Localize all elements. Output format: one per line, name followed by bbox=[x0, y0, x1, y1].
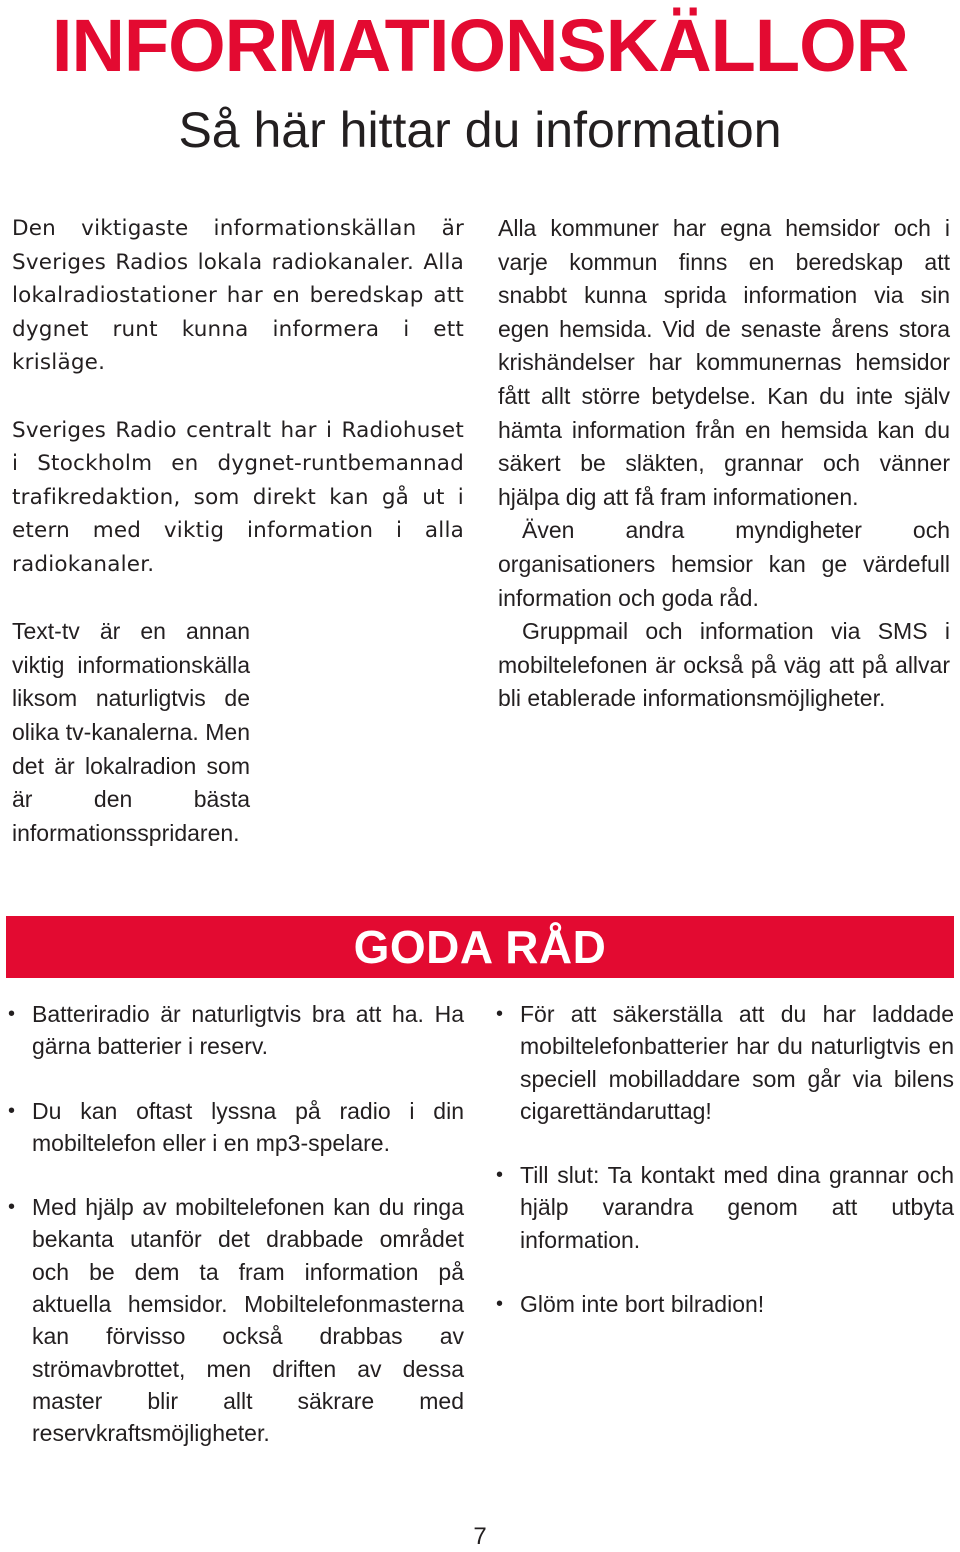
page-title: INFORMATIONSKÄLLOR bbox=[51, 4, 909, 87]
bullet-icon: • bbox=[8, 1196, 16, 1219]
tip-text: Du kan oftast lyssna på radio i din mobiltelefon eller i en mp3-spelare. bbox=[32, 1097, 464, 1156]
left-paragraph-text-tv: Text-tv är en annan viktig informationskälla liksom naturligtvis de olika tv-kanalerna. Men det är lokalradion som är den bästa informationsspridaren. bbox=[12, 618, 250, 846]
tip-text: Med hjälp av mobiltelefonen kan du ringa bekanta utanför det drabbade området och be dem ta fram information på aktuella hemsidor. Mobiltelefonmasterna kan förvisso också drabbas av strömavbrottet, men driften av dessa master blir allt säkrare med reservkraftsmöjligheter. bbox=[32, 1194, 464, 1447]
page-subtitle: Så här hittar du information bbox=[178, 102, 782, 158]
tip-text: Batteriradio är naturligtvis bra att ha. Ha gärna batterier i reserv. bbox=[32, 1001, 464, 1060]
right-paragraph-myndigheter: Även andra myndigheter och organisationers hemsior kan ge värdefull information och goda råd. bbox=[498, 517, 950, 611]
bullet-icon: • bbox=[496, 1293, 504, 1316]
bullet-icon: • bbox=[496, 1164, 504, 1187]
right-paragraph-sms: Gruppmail och information via SMS i mobiltelefonen är också på väg att på allvar bli etablerade informationsmöjligheter. bbox=[498, 618, 950, 712]
left-column bbox=[12, 212, 464, 850]
tip-text: Till slut: Ta kontakt med dina grannar och hjälp varandra genom att utbyta information. bbox=[520, 1162, 954, 1253]
left-paragraph-radio: Den viktigaste informationskällan är Sveriges Radios lokala radiokanaler. Alla lokalradiostationer har en beredskap att dygnet runt kunna informera i ett krisläge. bbox=[12, 216, 464, 376]
list-item bbox=[8, 1191, 464, 1449]
bullet-icon: • bbox=[496, 1003, 504, 1025]
tips-list-right bbox=[496, 998, 954, 1352]
list-item bbox=[496, 998, 954, 1127]
right-paragraph-kommuner: Alla kommuner har egna hemsidor och i varje kommun finns en beredskap att snabbt kunna sprida information via sin egen hemsida. Vid de senaste årens stora krishändelser har kommunernas hemsidor fått allt större betydelse. Kan du inte själv hämta information från en hemsida kan du säkert be släkten, grannar och vänner hjälpa dig att få fram informationen. bbox=[498, 215, 950, 510]
tips-list-left bbox=[8, 998, 464, 1482]
bullet-icon: • bbox=[8, 1003, 16, 1025]
list-item bbox=[496, 1159, 954, 1256]
list-item bbox=[8, 1095, 464, 1160]
right-column bbox=[498, 212, 950, 716]
tip-text: För att säkerställa att du har laddade mobiltelefonbatterier har du naturligtvis en speciell mobilladdare som går via bilens cigarettändaruttag! bbox=[520, 1001, 954, 1124]
tips-heading: GODA RÅD bbox=[353, 921, 607, 973]
page-number: 7 bbox=[473, 1523, 487, 1550]
tip-text: Glöm inte bort bilradion! bbox=[520, 1291, 765, 1318]
bullet-icon: • bbox=[8, 1099, 16, 1122]
list-item bbox=[496, 1288, 954, 1320]
left-paragraph-sveriges-radio: Sveriges Radio centralt har i Radiohuset i Stockholm en dygnet-runtbemannad trafikredaktion, som direkt kan gå ut i etern med viktig information i alla radiokanaler. bbox=[12, 417, 464, 577]
list-item bbox=[8, 998, 464, 1063]
